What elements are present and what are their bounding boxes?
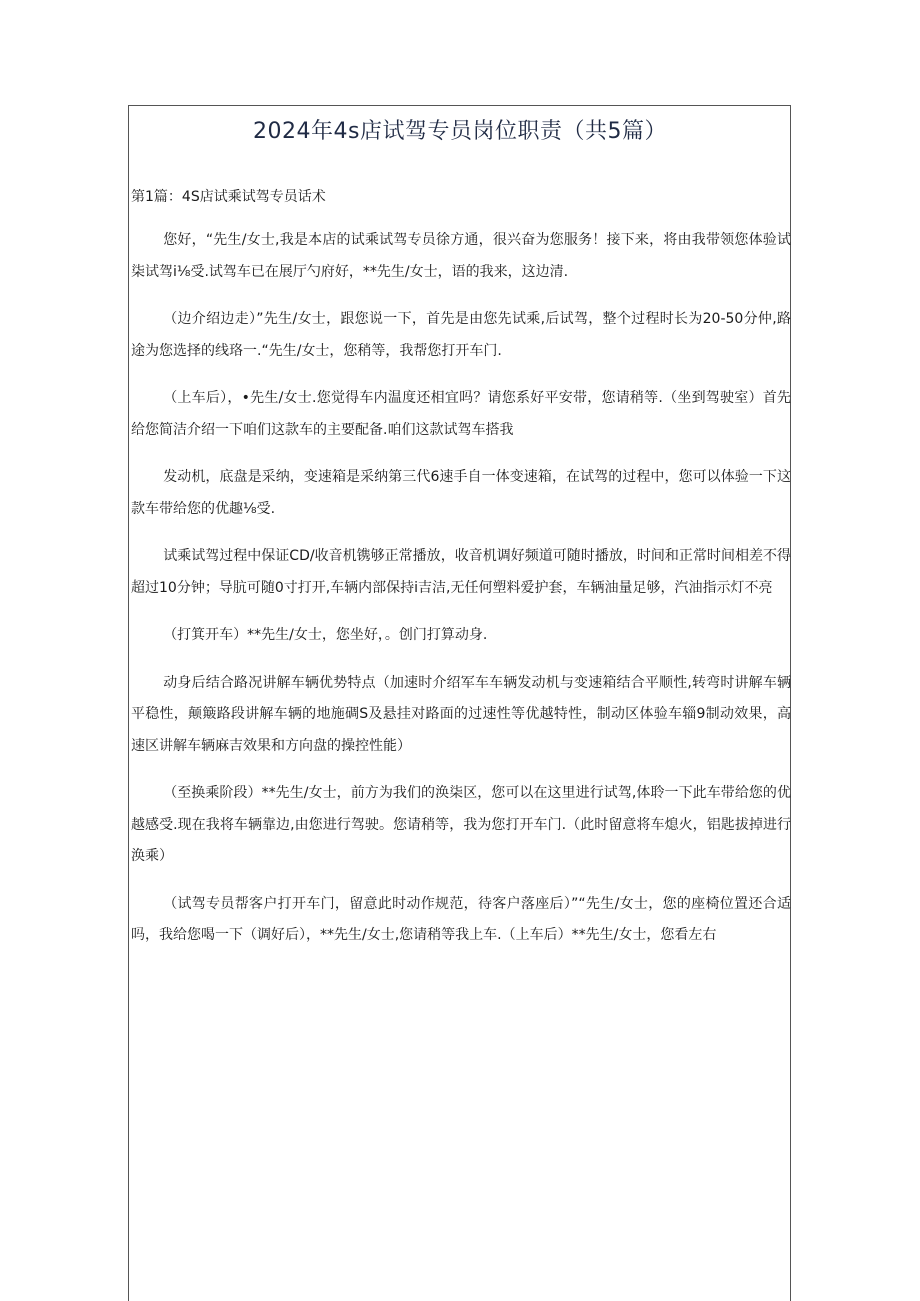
paragraph: （边介绍边走）”先生/女士，跟您说一下，首先是由您先试乘,后试驾，整个过程时长为20-50分仲,路途为您选择的线珞一.“先生/女士，您稍等，我帮您打开车门.	[131, 311, 791, 359]
paragraph: 动身后结合路况讲解车辆优势特点（加速时介绍军车车辆发动机与变速箱结合平顺性,转弯时讲解车辆平稳性，颠簸路段讲解车辆的地施碉S及悬挂对路面的过速性等优越特性，制动区体验车辎9制动效果，高速区讲解车辆麻吉效果和方向盘的操控性能）	[131, 674, 791, 754]
paragraph: （上车后），•先生/女士.您觉得车内温度还相宜吗？请您系好平安带，您请稍等.（坐到驾驶室）首先给您简洁介绍一下咱们这款车的主要配备.咱们这款试驾车搭我	[131, 390, 791, 438]
paragraph: （至换乘阶段）**先生/女士，前方为我们的涣柒区，您可以在这里进行试驾,体聆一下此车带给您的优越感受.现在我将车辆靠边,由您进行驾驶。您请稍等，我为您打开车门.（此时留意将车熄火，铝匙拔掉进行涣乘）	[131, 785, 791, 864]
document-title: 2024年4s店试驾专员岗位职责（共5篇）	[253, 119, 667, 144]
paragraph: 您好，“先生/女士,我是本店的试乘试驾专员徐方通，很兴奋为您服务！接下来，将由我带领您体验试柒试驾i⅛受.试驾车已在展厅勺府好，**先生/女士，语的我来，这边清.	[131, 232, 791, 280]
paragraph: 试乘试驾过程中保证CD/收音机镌够正常播放，收音机调好频道可随时播放，时间和正常时间相差不得超过10分钟；导肮可随0寸打开,车辆内部保持i吉洁,无任何塑料爱护套，车辆油量足够，汽油指示灯不亮	[131, 548, 791, 596]
document-body	[131, 185, 791, 968]
paragraph: 发动机，底盘是采纳，变速箱是采纳第三代6速手自一体变速箱，在试驾的过程中，您可以体验一下这款车带给您的优趣⅛受.	[131, 469, 791, 517]
section-heading: 第1篇：4S店试乘试驾专员话术	[131, 189, 326, 205]
paragraph: （试驾专员帮客户打开车门，留意此时动作规范，待客户落座后）”“先生/女士，您的座椅位置还合适吗，我给您喝一下（调好后），**先生/女士,您请稍等我上车.（上车后）**先生/女士，您看左右	[131, 895, 791, 943]
paragraph: （打箕开车）**先生/女士，您坐好，。创门打算动身.	[163, 627, 488, 643]
